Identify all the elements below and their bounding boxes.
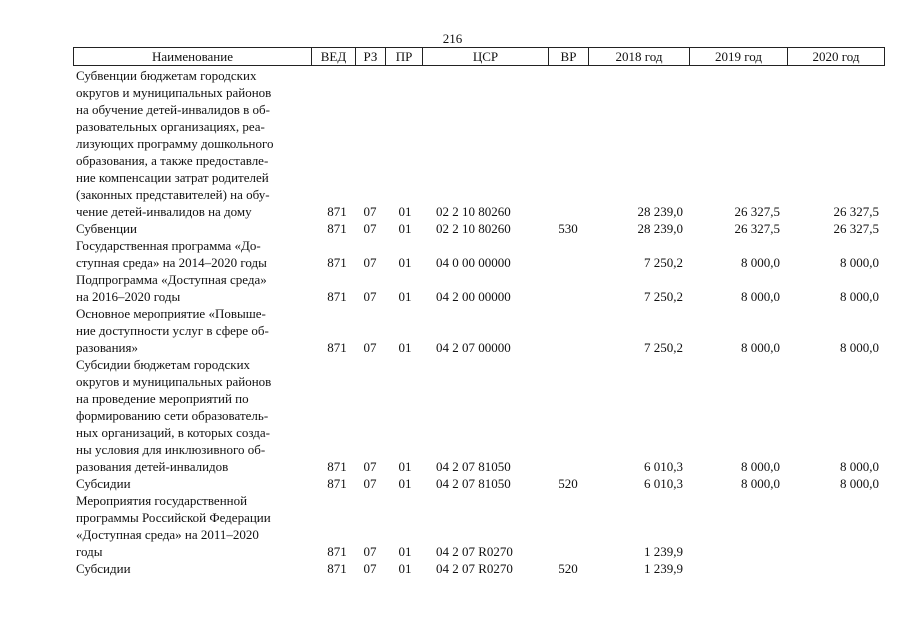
cell-csr: 04 0 00 00000	[436, 255, 511, 270]
row-name	[73, 305, 311, 356]
cell-y2020: 8 000,0	[840, 476, 879, 491]
cell-y2019: 8 000,0	[741, 289, 780, 304]
row-name	[73, 220, 311, 237]
header-pr: ПР	[386, 48, 423, 66]
cell-y2018: 28 239,0	[637, 221, 683, 236]
row-name-line: разования»	[76, 340, 138, 355]
row-name-line: ступная среда» на 2014–2020 годы	[76, 255, 267, 270]
cell-y2020: 8 000,0	[840, 459, 879, 474]
page-number: 216	[442, 31, 463, 46]
header-rz: РЗ	[356, 48, 386, 66]
header-2018: 2018 год	[589, 48, 690, 66]
row-name-line: Государственная программа «До-	[76, 238, 261, 253]
table-row	[73, 492, 884, 560]
cell-pr: 01	[398, 340, 412, 355]
cell-ved: 871	[327, 340, 347, 355]
cell-pr: 01	[398, 221, 412, 236]
row-name-line: «Доступная среда» на 2011–2020	[76, 527, 259, 542]
row-name-line: формированию сети образователь-	[76, 408, 269, 423]
cell-pr: 01	[398, 476, 412, 491]
cell-ved: 871	[327, 544, 347, 559]
row-name-line: ние компенсации затрат родителей	[76, 170, 269, 185]
row-name-line: округов и муниципальных районов	[76, 374, 272, 389]
cell-ved: 871	[327, 204, 347, 219]
row-name	[73, 237, 311, 271]
row-name-line: округов и муниципальных районов	[76, 85, 272, 100]
cell-csr: 04 2 07 R0270	[436, 544, 513, 559]
row-name-line: Субсидии бюджетам городских	[76, 357, 251, 372]
header-csr: ЦСР	[423, 48, 549, 66]
cell-y2020: 8 000,0	[840, 289, 879, 304]
cell-y2019: 8 000,0	[741, 340, 780, 355]
table-row	[73, 67, 884, 220]
row-name-line: лизующих программу дошкольного	[76, 136, 274, 151]
table-row	[73, 560, 884, 577]
table-row	[73, 237, 884, 271]
header-2020: 2020 год	[788, 48, 885, 66]
table-header	[73, 47, 885, 66]
cell-pr: 01	[398, 544, 412, 559]
row-name-line: программы Российской Федерации	[76, 510, 271, 525]
row-name-line: образования, а также предоставле-	[76, 153, 269, 168]
cell-ved: 871	[327, 459, 347, 474]
cell-y2018: 28 239,0	[637, 204, 683, 219]
row-name-line: разовательных организациях, реа-	[76, 119, 265, 134]
row-name-line: на проведение мероприятий по	[76, 391, 249, 406]
cell-y2018: 7 250,2	[644, 340, 683, 355]
cell-rz: 07	[363, 561, 377, 576]
cell-csr: 02 2 10 80260	[436, 204, 511, 219]
cell-csr: 04 2 00 00000	[436, 289, 511, 304]
cell-rz: 07	[363, 255, 377, 270]
cell-rz: 07	[363, 544, 377, 559]
row-name-line: Подпрограмма «Доступная среда»	[76, 272, 267, 287]
cell-rz: 07	[363, 289, 377, 304]
header-vr: ВР	[549, 48, 589, 66]
cell-y2019: 8 000,0	[741, 459, 780, 474]
cell-vr: 520	[558, 561, 578, 576]
row-name	[73, 356, 311, 475]
cell-vr: 520	[558, 476, 578, 491]
cell-y2020: 8 000,0	[840, 340, 879, 355]
cell-pr: 01	[398, 204, 412, 219]
cell-y2018: 6 010,3	[644, 476, 683, 491]
cell-ved: 871	[327, 255, 347, 270]
cell-csr: 04 2 07 81050	[436, 476, 511, 491]
cell-y2019: 8 000,0	[741, 255, 780, 270]
row-name-line: Субвенции	[76, 221, 137, 236]
row-name-line: на 2016–2020 годы	[76, 289, 181, 304]
cell-y2019: 8 000,0	[741, 476, 780, 491]
cell-rz: 07	[363, 340, 377, 355]
table-body	[73, 67, 884, 577]
row-name-line: Основное мероприятие «Повыше-	[76, 306, 266, 321]
cell-y2018: 1 239,9	[644, 544, 683, 559]
cell-rz: 07	[363, 204, 377, 219]
cell-ved: 871	[327, 476, 347, 491]
cell-y2019: 26 327,5	[734, 221, 780, 236]
row-name	[73, 560, 311, 577]
cell-ved: 871	[327, 289, 347, 304]
header-2019: 2019 год	[690, 48, 788, 66]
cell-y2019: 26 327,5	[734, 204, 780, 219]
cell-ved: 871	[327, 561, 347, 576]
row-name-line: Субсидии	[76, 476, 131, 491]
cell-pr: 01	[398, 561, 412, 576]
cell-pr: 01	[398, 289, 412, 304]
row-name-line: ние доступности услуг в сфере об-	[76, 323, 269, 338]
row-name-line: Субвенции бюджетам городских	[76, 68, 257, 83]
row-name-line: на обучение детей-инвалидов в об-	[76, 102, 271, 117]
row-name	[73, 67, 311, 220]
cell-ved: 871	[327, 221, 347, 236]
row-name-line: ных организаций, в которых созда-	[76, 425, 270, 440]
table-row	[73, 356, 884, 475]
row-name-line: Мероприятия государственной	[76, 493, 248, 508]
cell-csr: 04 2 07 00000	[436, 340, 511, 355]
cell-y2020: 8 000,0	[840, 255, 879, 270]
cell-csr: 04 2 07 81050	[436, 459, 511, 474]
cell-csr: 04 2 07 R0270	[436, 561, 513, 576]
cell-y2018: 6 010,3	[644, 459, 683, 474]
row-name-line: разования детей-инвалидов	[76, 459, 229, 474]
cell-rz: 07	[363, 476, 377, 491]
row-name	[73, 492, 311, 560]
row-name-line: Субсидии	[76, 561, 131, 576]
cell-y2018: 7 250,2	[644, 289, 683, 304]
cell-pr: 01	[398, 459, 412, 474]
row-name	[73, 475, 311, 492]
row-name-line: чение детей-инвалидов на дому	[76, 204, 252, 219]
table-row	[73, 220, 884, 237]
cell-y2020: 26 327,5	[833, 204, 879, 219]
header-ved: ВЕД	[312, 48, 356, 66]
header-name: Наименование	[74, 48, 312, 66]
table-row	[73, 475, 884, 492]
row-name-line: (законных представителей) на обу-	[76, 187, 270, 202]
row-name	[73, 271, 311, 305]
cell-rz: 07	[363, 221, 377, 236]
cell-rz: 07	[363, 459, 377, 474]
cell-vr: 530	[558, 221, 578, 236]
cell-y2018: 1 239,9	[644, 561, 683, 576]
row-name-line: годы	[76, 544, 103, 559]
cell-y2018: 7 250,2	[644, 255, 683, 270]
table-row	[73, 271, 884, 305]
cell-y2020: 26 327,5	[833, 221, 879, 236]
row-name-line: ны условия для инклюзивного об-	[76, 442, 266, 457]
table-row	[73, 305, 884, 356]
cell-csr: 02 2 10 80260	[436, 221, 511, 236]
cell-pr: 01	[398, 255, 412, 270]
